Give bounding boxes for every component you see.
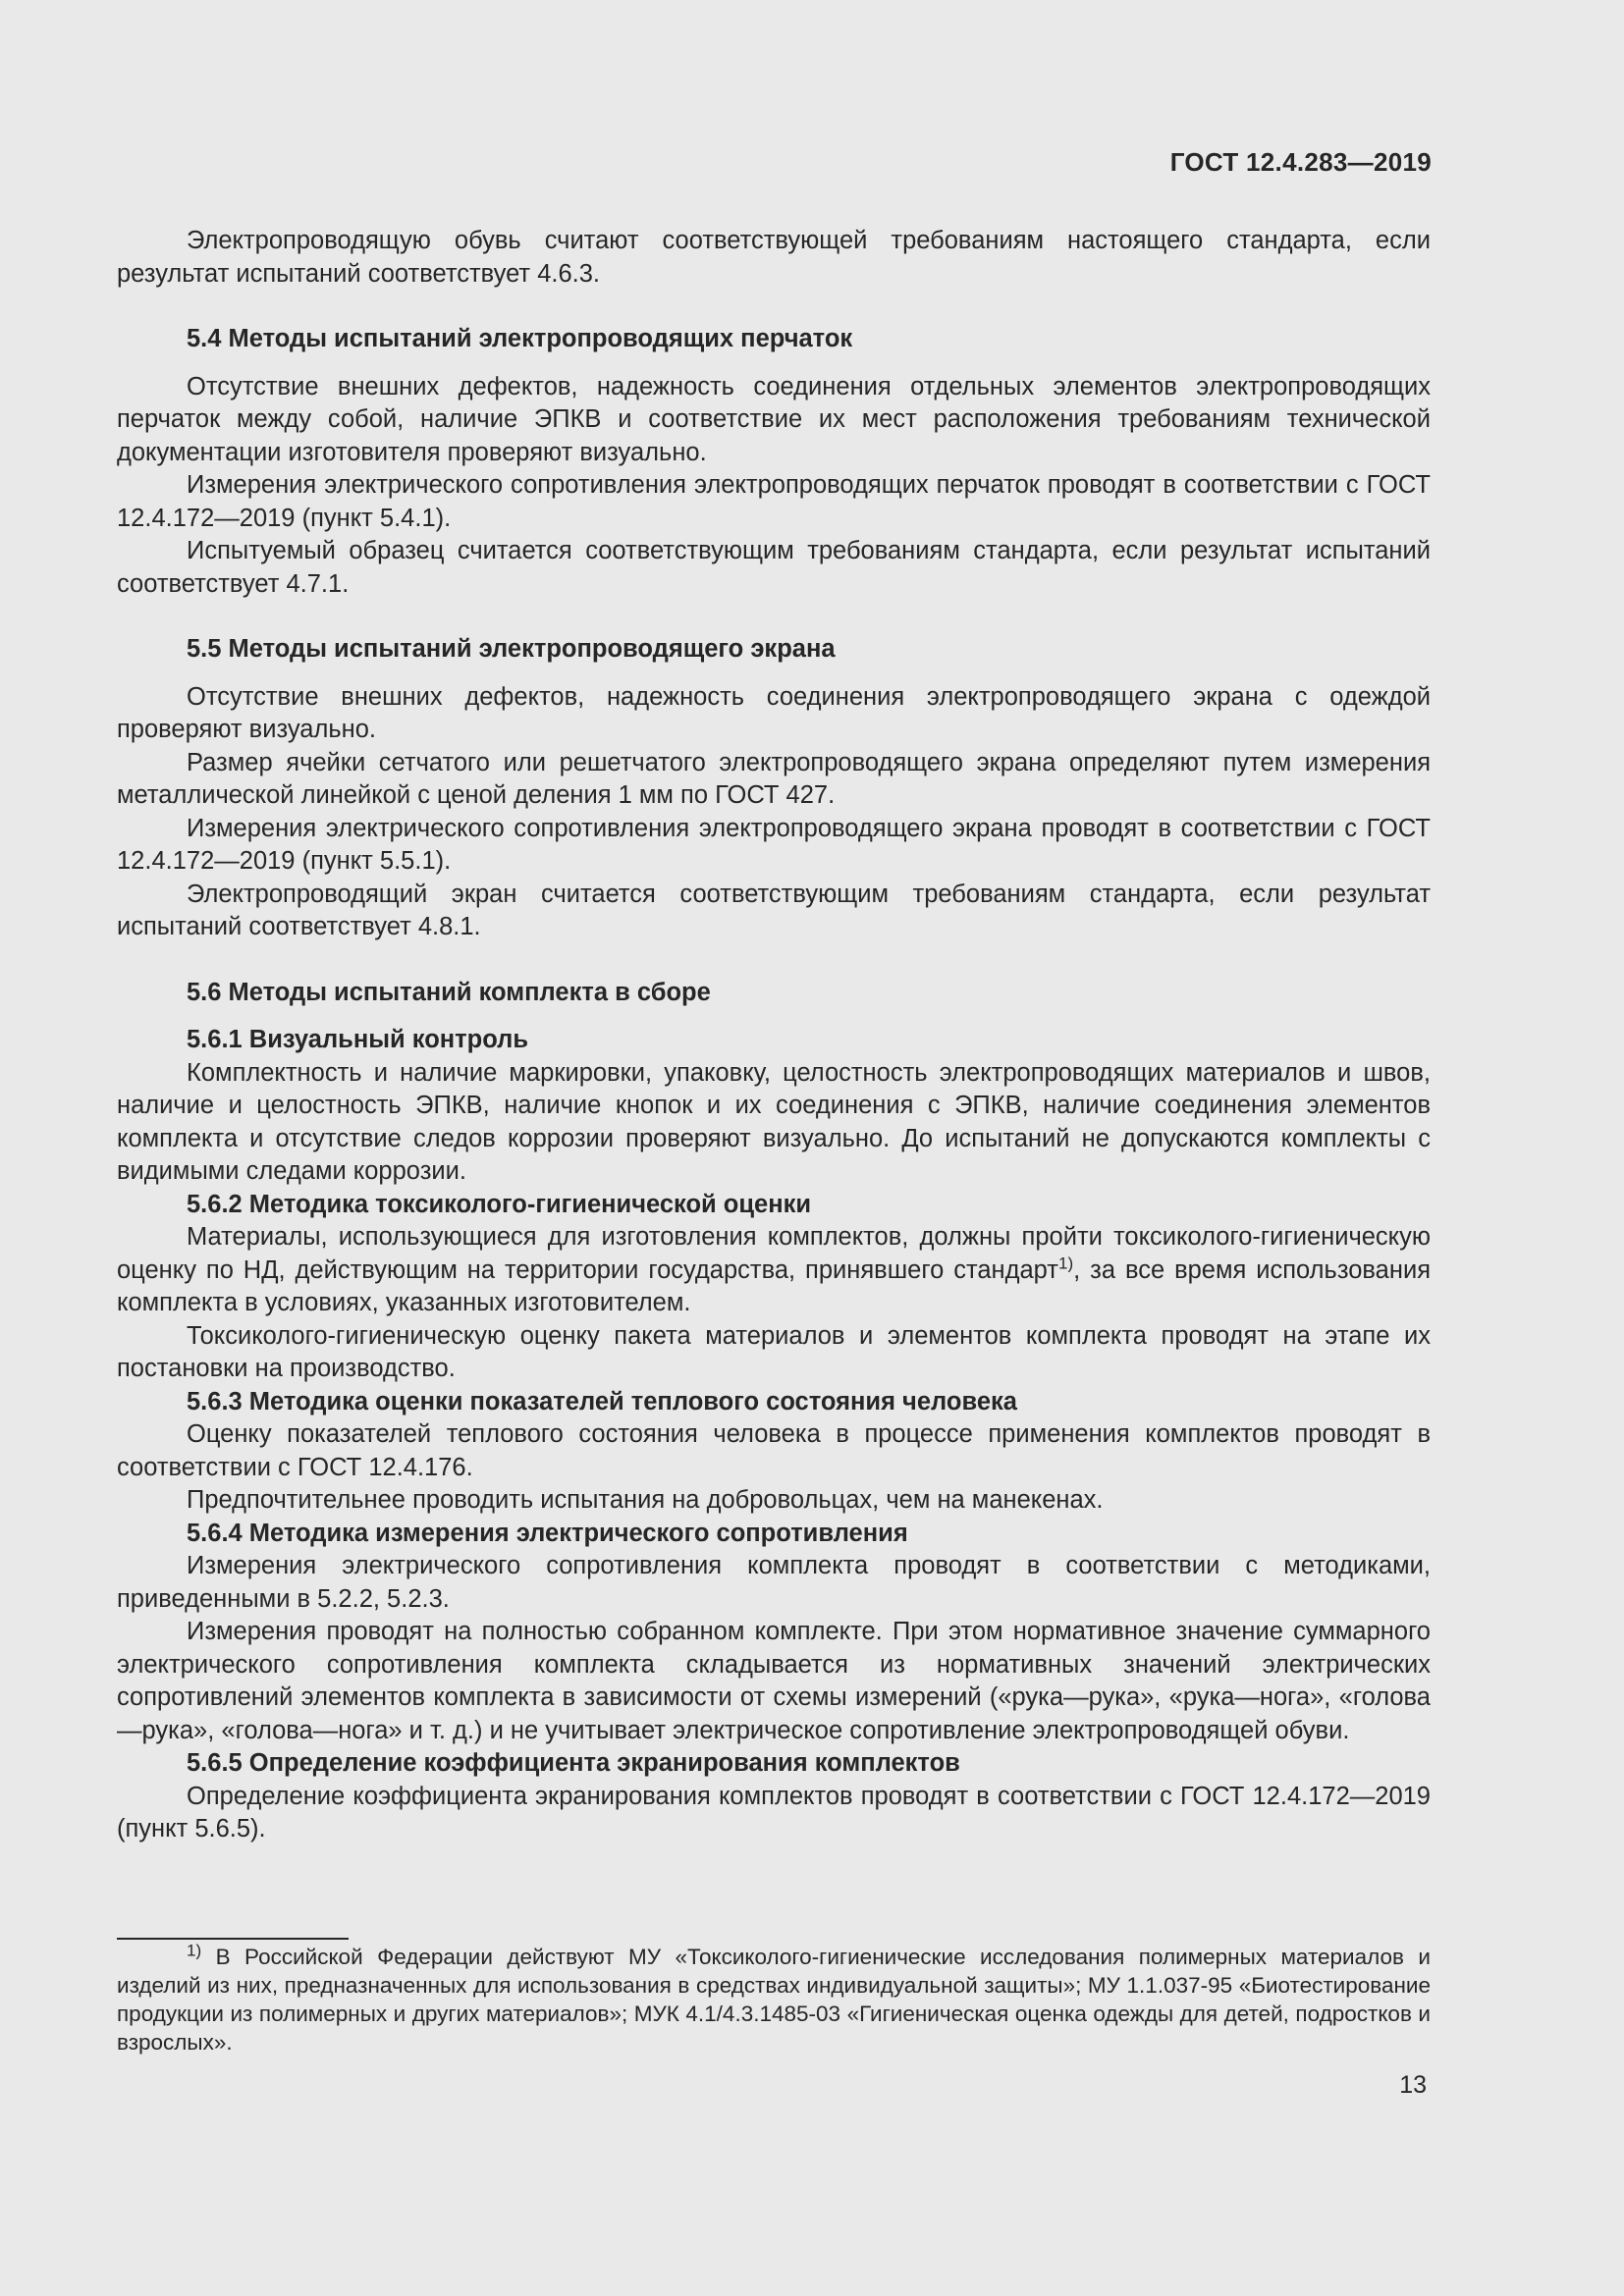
- subsection-heading-5-6-2: 5.6.2 Методика токсиколого-гигиенической оценки: [187, 1190, 812, 1218]
- paragraph: Измерения электрического сопротивления электропроводящих перчаток проводят в соответствии с ГОСТ 12.4.172—2019 (пункт 5.4.1).: [117, 471, 1431, 532]
- footnote-marker: 1): [187, 1941, 202, 1960]
- paragraph: Оценку показателей теплового состояния человека в процессе применения комплектов проводят в соответствии с ГОСТ 12.4.176.: [117, 1420, 1431, 1481]
- paragraph: Определение коэффициента экранирования комплектов проводят в соответствии с ГОСТ 12.4.172—2019 (пункт 5.6.5).: [117, 1782, 1431, 1842]
- footnote-paragraph: [117, 1943, 1431, 2056]
- subsection-heading-5-6-3: 5.6.3 Методика оценки показателей теплового состояния человека: [187, 1387, 1017, 1415]
- paragraph: Комплектность и наличие маркировки, упаковку, целостность электропроводящих материалов и швов, наличие и целостность ЭПКВ, наличие кнопок и их соединения с ЭПКВ, наличие соединения элементов комплекта и отсутствие следов коррозии проверяют визуально. До испытаний не допускаются комплекты с видимыми следами коррозии.: [117, 1058, 1431, 1185]
- subsection-heading-5-6-1: 5.6.1 Визуальный контроль: [187, 1026, 529, 1053]
- paragraph-text: Материалы, использующиеся для изготовления комплектов, должны пройти токсиколого-гигиеническую оценку по НД, действующим на территории государства, принявшего стандарт: [117, 1223, 1431, 1284]
- paragraph: Измерения электрического сопротивления электропроводящего экрана проводят в соответствии с ГОСТ 12.4.172—2019 (пункт 5.5.1).: [117, 814, 1431, 875]
- subsection-heading-5-6-5: 5.6.5 Определение коэффициента экранирования комплектов: [187, 1749, 960, 1777]
- section-heading-5-5: 5.5 Методы испытаний электропроводящего экрана: [187, 635, 836, 663]
- intro-paragraph: Электропроводящую обувь считают соответствующей требованиям настоящего стандарта, если результат испытаний соответствует 4.6.3.: [117, 227, 1431, 288]
- paragraph: Измерения проводят на полностью собранном комплекте. При этом нормативное значение суммарного электрического сопротивления комплекта складывается из нормативных значений электрических сопротивлений элементов комплекта в зависимости от схемы измерений («рука—рука», «рука—нога», «голова—рука», «голова—нога» и т. д.) и не учитывает электрическое сопротивление электропроводящей обуви.: [117, 1618, 1431, 1744]
- main-text: [117, 225, 1431, 1846]
- paragraph-text: , за все время использования комплекта в условиях, указанных изготовителем.: [117, 1255, 1432, 1316]
- page-number: 13: [1399, 2071, 1427, 2099]
- paragraph: Отсутствие внешних дефектов, надежность соединения отдельных элементов электропроводящих перчаток между собой, наличие ЭПКВ и соответствие их мест расположения требованиям технической документации изготовителя проверяют визуально.: [117, 372, 1431, 466]
- document-header: ГОСТ 12.4.283—2019: [1169, 147, 1432, 177]
- footnote-divider: [117, 1938, 349, 1940]
- paragraph: Предпочтительнее проводить испытания на добровольцах, чем на манекенах.: [187, 1486, 1104, 1514]
- section-heading-5-4: 5.4 Методы испытаний электропроводящих перчаток: [187, 325, 853, 352]
- subsection-heading-5-6-4: 5.6.4 Методика измерения электрического сопротивления: [187, 1519, 908, 1547]
- paragraph: Электропроводящий экран считается соответствующим требованиям стандарта, если результат испытаний соответствует 4.8.1.: [117, 880, 1431, 940]
- footnote-reference: 1): [1058, 1254, 1074, 1272]
- footnote: [117, 1943, 1431, 2056]
- paragraph: Испытуемый образец считается соответствующим требованиям стандарта, если результат испытаний соответствует 4.7.1.: [117, 537, 1431, 598]
- paragraph-with-footnote: [117, 1221, 1431, 1320]
- paragraph: Размер ячейки сетчатого или решетчатого электропроводящего экрана определяют путем измерения металлической линейкой с ценой деления 1 мм по ГОСТ 427.: [117, 748, 1431, 809]
- paragraph: Токсиколого-гигиеническую оценку пакета материалов и элементов комплекта проводят на этапе их постановки на производство.: [117, 1321, 1431, 1382]
- paragraph: Измерения электрического сопротивления комплекта проводят в соответствии с методиками, приведенными в 5.2.2, 5.2.3.: [117, 1552, 1431, 1613]
- section-heading-5-6: 5.6 Методы испытаний комплекта в сборе: [187, 978, 711, 1006]
- paragraph: Отсутствие внешних дефектов, надежность соединения электропроводящего экрана с одеждой проверяют визуально.: [117, 682, 1431, 743]
- footnote-text: В Российской Федерации действуют МУ «Токсиколого-гигиенические исследования полимерных материалов и изделий из них, предназначенных для использования в средствах индивидуальной защиты»; МУ 1.1.037-95 «Биотестирование продукции из полимерных и других материалов»; МУК 4.1/4.3.1485-03 «Гигиеническая оценка одежды для детей, подростков и взрослых».: [117, 1945, 1431, 2055]
